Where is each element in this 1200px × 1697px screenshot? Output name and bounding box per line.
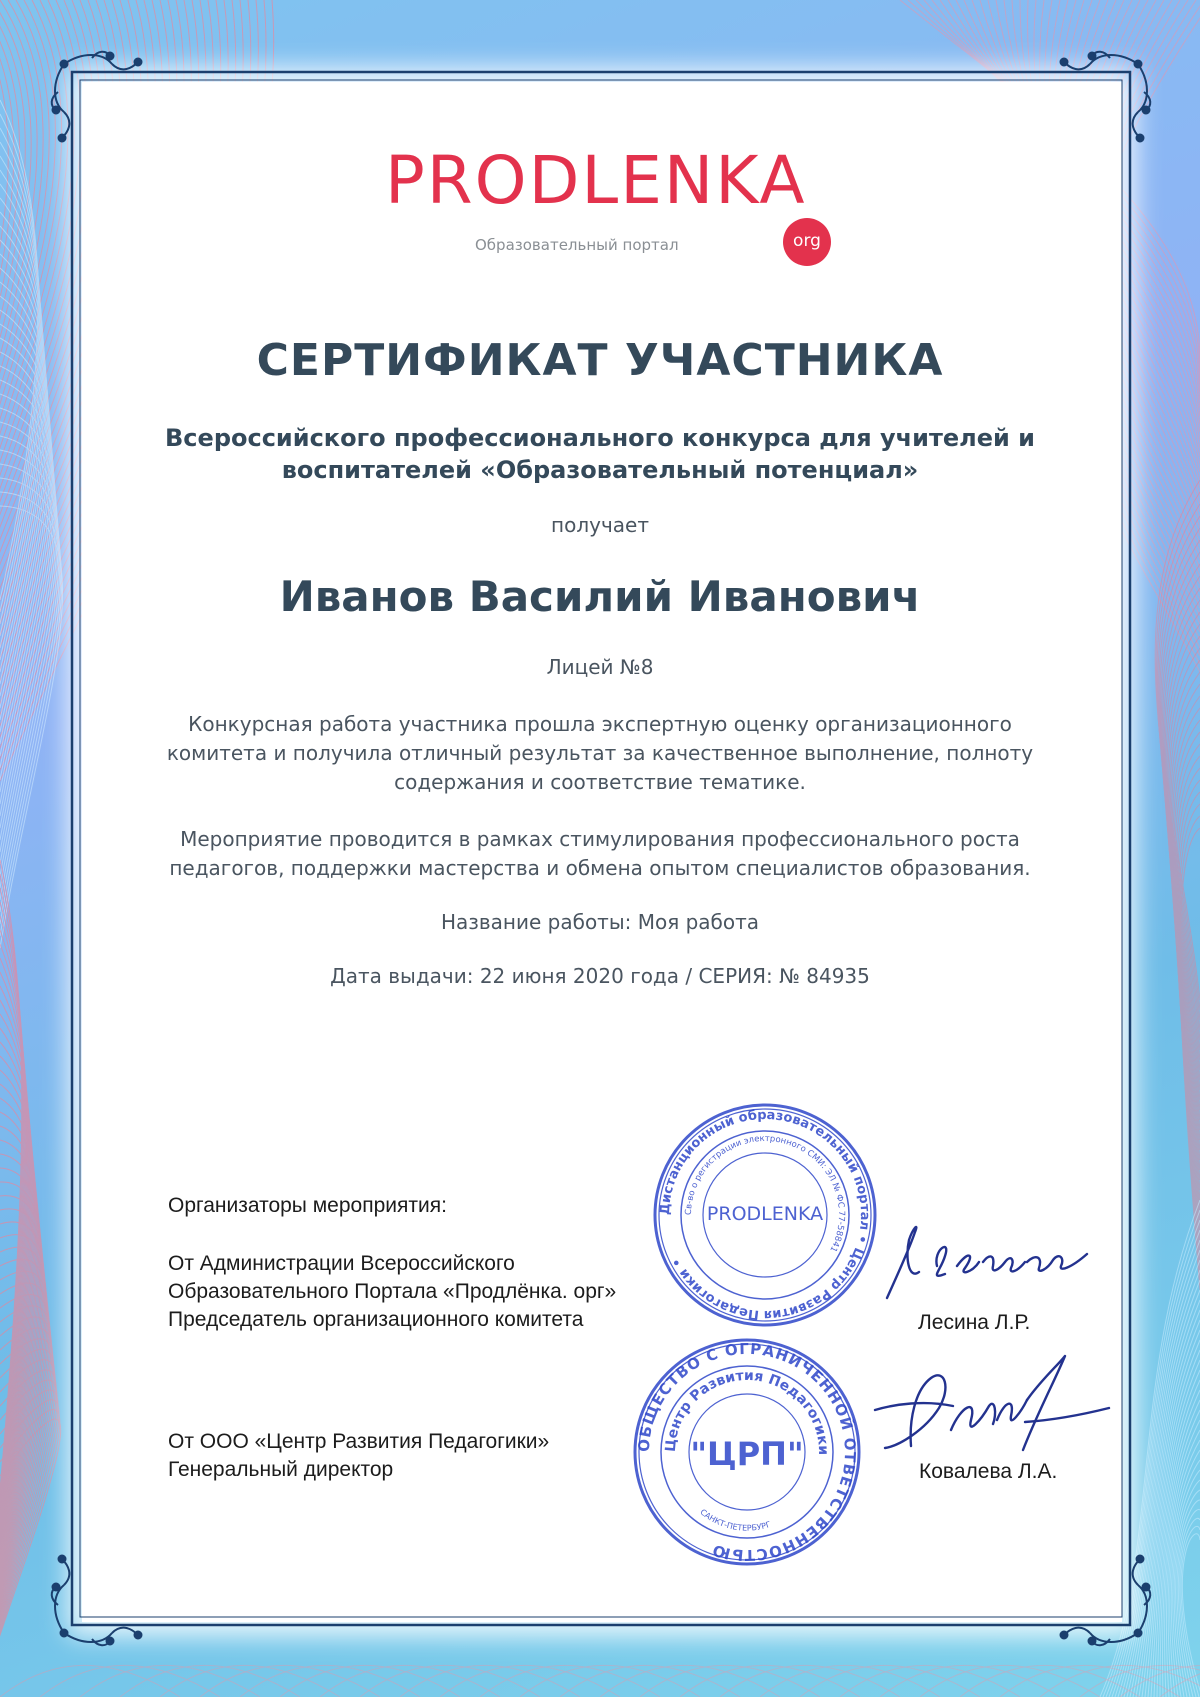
organizer-1-line-3: Председатель организационного комитета bbox=[168, 1308, 584, 1331]
recipient-school: Лицей №8 bbox=[546, 655, 654, 679]
stamp-2-bottom-text: САНКТ-ПЕТЕРБУРГ bbox=[698, 1507, 773, 1533]
signer-1-name: Лесина Л.Р. bbox=[918, 1311, 1031, 1334]
signature-kovaleva bbox=[865, 1350, 1115, 1470]
signature-lesina bbox=[875, 1210, 1095, 1310]
stamp-1-inner-text: Св-во о регистрации электронного СМИ: ЭЛ № ФС 77-58841 bbox=[683, 1133, 847, 1254]
evaluation-line-2: комитета и получила отличный результат за качественное выполнение, полноту bbox=[166, 741, 1034, 765]
contest-line-1: Всероссийского профессионального конкурса для учителей и bbox=[165, 424, 1035, 452]
crp-stamp bbox=[630, 1335, 865, 1570]
stamp-2-center: "ЦРП" bbox=[690, 1435, 804, 1473]
issue-date-series: Дата выдачи: 22 июня 2020 года / СЕРИЯ: № 84935 bbox=[330, 964, 870, 988]
organizer-1-line-2: Образовательного Портала «Продлёнка. орг» bbox=[168, 1280, 617, 1303]
contest-line-2: воспитателей «Образовательный потенциал» bbox=[281, 456, 919, 484]
recipient-name: Иванов Василий Иванович bbox=[279, 572, 921, 621]
evaluation-line-1: Конкурсная работа участника прошла экспертную оценку организационного bbox=[188, 712, 1012, 736]
evaluation-line-3: содержания и соответствие тематике. bbox=[394, 770, 806, 794]
svg-text:Св-во о регистрации электронно bbox=[684, 1134, 846, 1253]
certificate-title: СЕРТИФИКАТ УЧАСТНИКА bbox=[256, 335, 944, 386]
contest-name bbox=[0, 422, 1200, 486]
stamp-1-logo: PRODLENKA bbox=[706, 1203, 824, 1225]
evaluation-paragraph bbox=[0, 710, 1200, 797]
organizer-1-line-1: От Администрации Всероссийского bbox=[168, 1252, 515, 1275]
event-paragraph bbox=[0, 825, 1200, 883]
work-title: Название работы: Моя работа bbox=[440, 910, 760, 934]
stamp-2-inner-text: Центр Развития Педагогики bbox=[662, 1367, 832, 1456]
signer-2-name: Ковалева Л.А. bbox=[919, 1460, 1058, 1483]
event-line-2: педагогов, поддержки мастерства и обмена опытом специалистов образования. bbox=[169, 856, 1031, 880]
prodlenka-logo bbox=[385, 142, 845, 268]
event-line-1: Мероприятие проводится в рамках стимулирования профессионального роста bbox=[180, 827, 1020, 851]
logo-brand: PRODLENKA bbox=[385, 142, 807, 219]
prodlenka-stamp bbox=[650, 1100, 880, 1330]
organizer-2-line-2: Генеральный директор bbox=[168, 1458, 394, 1481]
logo-tagline: Образовательный портал bbox=[475, 236, 679, 254]
stamp-2-ring-text: ОБЩЕСТВО С ОГРАНИЧЕННОЙ ОТВЕТСТВЕННОСТЬЮ bbox=[634, 1339, 860, 1565]
stamp-1-ring-text: Дистанционный образовательный портал • Центр Развития Педагогики • bbox=[657, 1107, 873, 1323]
receives-label: получает bbox=[551, 513, 649, 537]
organizer-2 bbox=[168, 1428, 549, 1484]
organizer-2-line-1: От ООО «Центр Развития Педагогики» bbox=[168, 1430, 550, 1453]
logo-badge: org bbox=[783, 218, 831, 266]
organizers-heading: Организаторы мероприятия: bbox=[168, 1194, 447, 1217]
organizer-1 bbox=[168, 1250, 616, 1334]
